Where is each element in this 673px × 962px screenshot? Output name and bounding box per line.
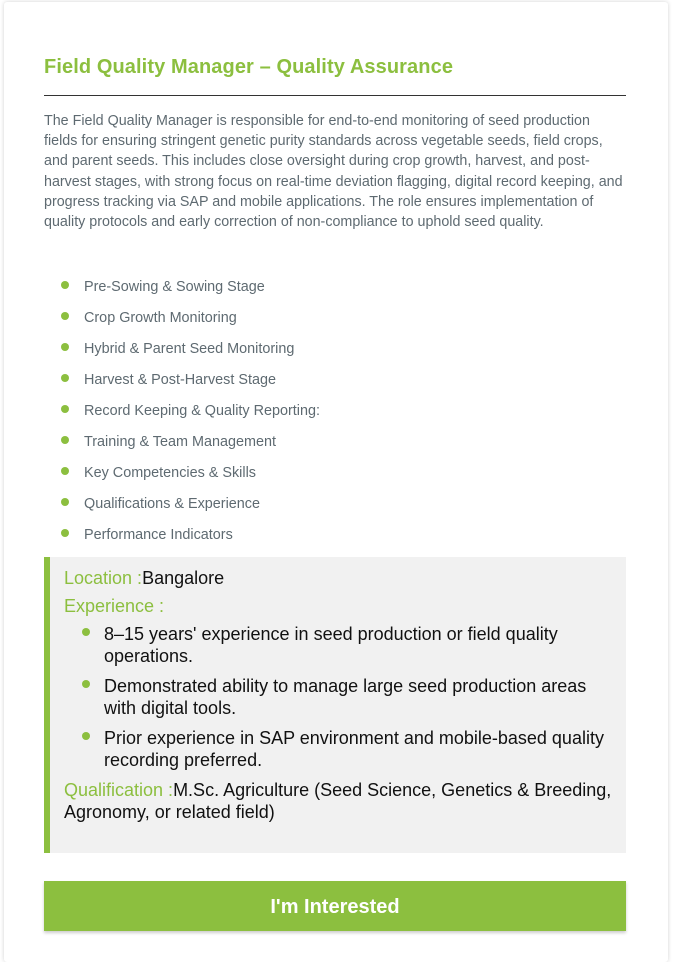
location-row <box>64 567 612 589</box>
job-details-panel <box>44 557 626 853</box>
experience-row <box>64 595 612 617</box>
section-label: Pre-Sowing & Sowing Stage <box>84 279 265 295</box>
list-item[interactable] <box>44 305 626 336</box>
title-divider <box>44 95 626 96</box>
bullet-dot-icon <box>61 374 69 382</box>
list-item[interactable] <box>44 491 626 522</box>
bullet-dot-icon <box>82 680 90 688</box>
section-label: Harvest & Post-Harvest Stage <box>84 372 276 388</box>
list-item <box>64 623 612 667</box>
experience-label: Experience : <box>64 596 165 616</box>
bullet-dot-icon <box>61 281 69 289</box>
bullet-dot-icon <box>61 498 69 506</box>
bullet-dot-icon <box>61 529 69 537</box>
list-item[interactable] <box>44 336 626 367</box>
job-title: Field Quality Manager – Quality Assurance <box>44 56 454 78</box>
job-card <box>4 2 668 962</box>
experience-item: 8–15 years' experience in seed production or field quality operations. <box>104 624 558 666</box>
list-item[interactable] <box>44 429 626 460</box>
section-label: Key Competencies & Skills <box>84 465 256 481</box>
bullet-dot-icon <box>82 732 90 740</box>
bullet-dot-icon <box>61 436 69 444</box>
bullet-dot-icon <box>61 312 69 320</box>
list-item[interactable] <box>44 398 626 429</box>
section-label: Performance Indicators <box>84 527 233 543</box>
list-item[interactable] <box>44 274 626 305</box>
qualification-row <box>64 779 612 823</box>
list-item <box>64 727 612 771</box>
bullet-dot-icon <box>82 628 90 636</box>
section-list <box>44 274 626 553</box>
list-item <box>64 675 612 719</box>
bullet-dot-icon <box>61 467 69 475</box>
experience-item: Demonstrated ability to manage large seed production areas with digital tools. <box>104 676 587 718</box>
section-label: Training & Team Management <box>84 434 276 450</box>
qualification-label: Qualification : <box>64 780 174 800</box>
list-item[interactable] <box>44 522 626 553</box>
experience-list <box>64 623 612 771</box>
section-label: Crop Growth Monitoring <box>84 310 237 326</box>
experience-item: Prior experience in SAP environment and mobile-based quality recording preferred. <box>104 728 604 770</box>
bullet-dot-icon <box>61 343 69 351</box>
list-item[interactable] <box>44 460 626 491</box>
location-label: Location : <box>64 568 143 588</box>
qualification-value: M.Sc. Agriculture (Seed Science, Genetics & Breeding, Agronomy, or related field) <box>64 780 612 822</box>
section-label: Qualifications & Experience <box>84 496 260 512</box>
list-item[interactable] <box>44 367 626 398</box>
section-label: Record Keeping & Quality Reporting: <box>84 403 320 419</box>
bullet-dot-icon <box>61 405 69 413</box>
interested-button[interactable]: I'm Interested <box>44 881 626 931</box>
job-description: The Field Quality Manager is responsible for end-to-end monitoring of seed production fields for ensuring stringent genetic purity standards across vegetable seeds, field crops, and parent seeds. This includes close oversight during crop growth, harvest, and post-harvest stages, with strong focus on real-time deviation flagging, digital record keeping, and progress tracking via SAP and mobile applications. The role ensures implementation of quality protocols and early correction of non-compliance to uphold seed quality. <box>44 113 623 231</box>
section-label: Hybrid & Parent Seed Monitoring <box>84 341 295 357</box>
location-value: Bangalore <box>142 568 225 588</box>
